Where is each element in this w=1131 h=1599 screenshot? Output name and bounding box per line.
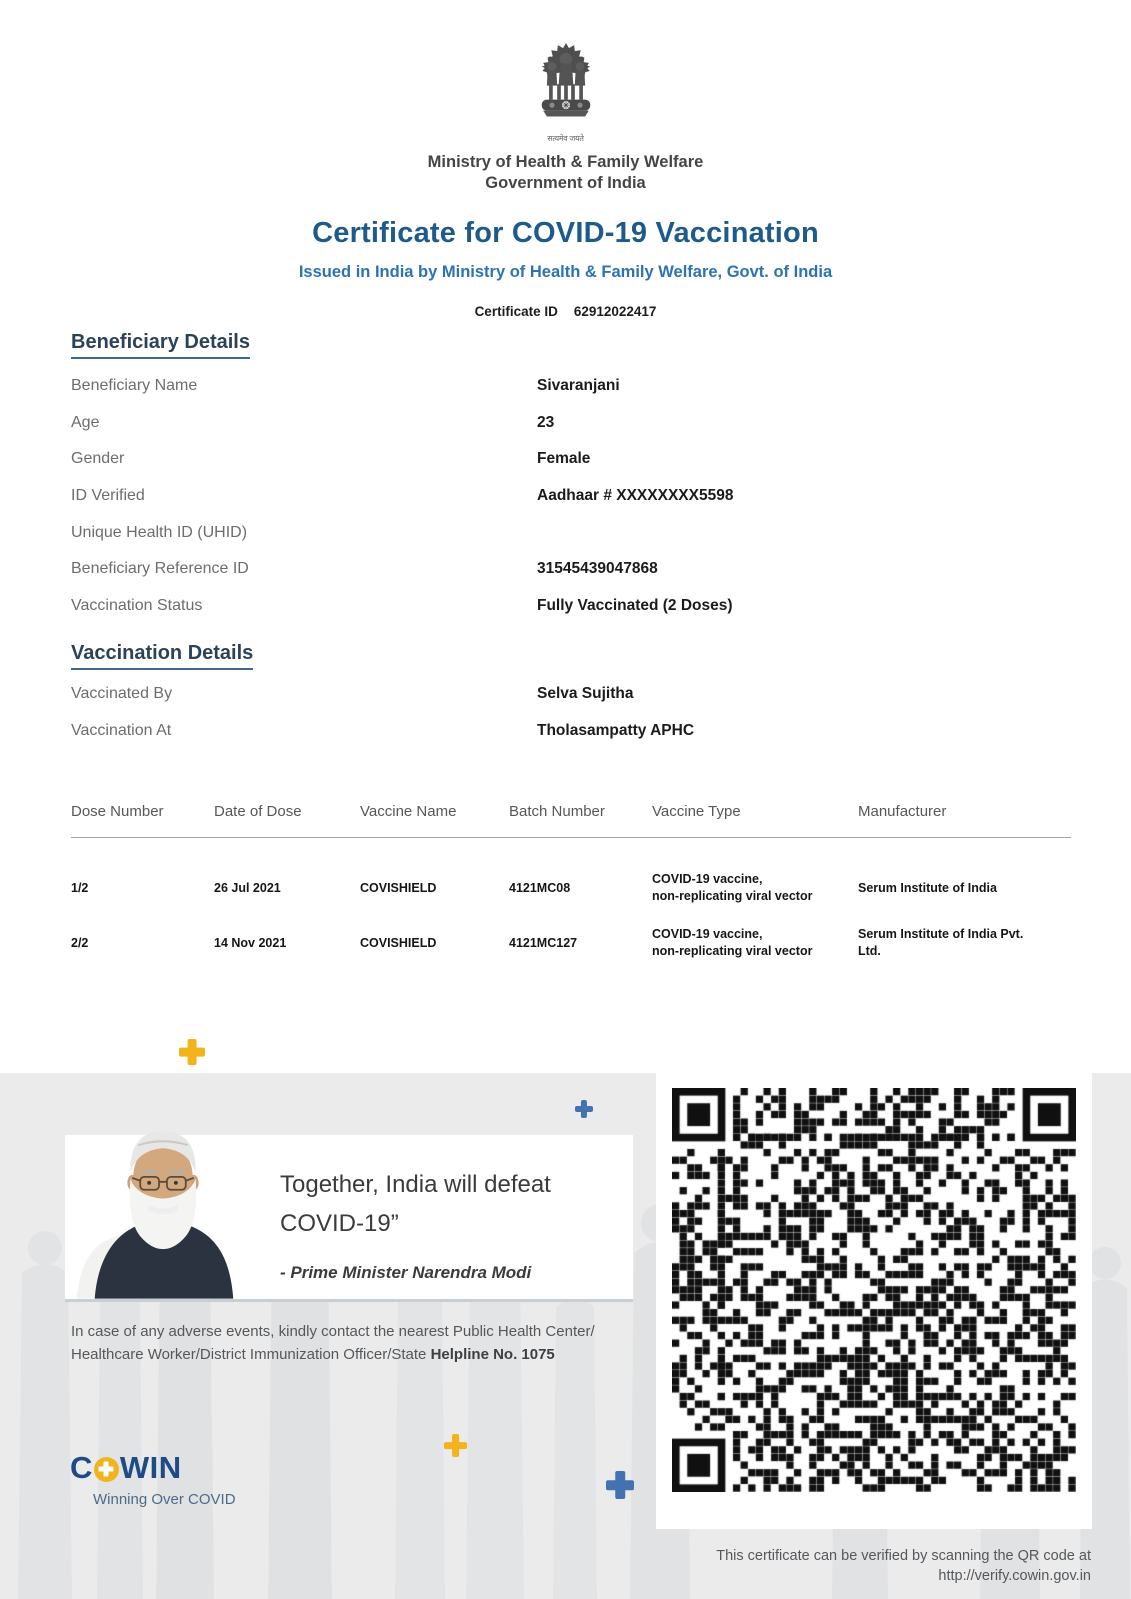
government-name: Government of India — [485, 174, 646, 192]
certificate-id-value: 62912022417 — [573, 304, 657, 319]
cowin-plus-icon — [94, 1457, 119, 1482]
certificate-id — [0, 304, 1131, 319]
field-gender: Gender Female — [71, 450, 591, 468]
cowin-logo: C WIN Winning Over COVID — [70, 1450, 236, 1508]
field-vaccinated-by: Vaccinated By Selva Sujitha — [71, 685, 634, 703]
field-vaccination-at: Vaccination At Tholasampatty APHC — [71, 721, 695, 739]
quote-line-2: COVID-19” — [280, 1210, 399, 1237]
field-age: Age 23 — [71, 413, 555, 431]
advisory-line-2: Healthcare Worker/District Immunization Officer/State Helpline No. 1075 — [71, 1346, 555, 1363]
certificate-id-label: Certificate ID — [474, 304, 558, 319]
pm-quote-banner — [65, 1135, 633, 1302]
table-row: 1/2 26 Jul 2021 COVISHIELD 4121MC08 COVID-19 vaccine, non-replicating viral vector Serum Institute of India — [71, 872, 997, 903]
plus-decoration-icon — [606, 1471, 634, 1499]
ministry-name: Ministry of Health & Family Welfare — [427, 153, 704, 171]
vaccination-details-heading: Vaccination Details — [71, 642, 253, 670]
emblem-motto: सत्यमेव जयते — [547, 134, 584, 143]
verify-line-1: This certificate can be verified by scanning the QR code at — [716, 1548, 1091, 1564]
field-reference-id: Beneficiary Reference ID 31545439047868 — [71, 560, 658, 578]
certificate-subtitle: Issued in India by Ministry of Health & Family Welfare, Govt. of India — [298, 263, 833, 281]
col-date-of-dose: Date of Dose — [214, 803, 302, 820]
plus-decoration-icon — [575, 1100, 593, 1118]
pm-photo — [69, 1125, 257, 1299]
beneficiary-details-heading: Beneficiary Details — [71, 331, 250, 359]
col-vaccine-name: Vaccine Name — [360, 803, 457, 820]
certificate-header — [0, 40, 1131, 319]
col-vaccine-type: Vaccine Type — [652, 803, 741, 820]
cowin-tagline: Winning Over COVID — [93, 1491, 236, 1508]
national-emblem-icon — [532, 40, 600, 132]
beneficiary-fields — [71, 368, 1071, 624]
table-row: 2/2 14 Nov 2021 COVISHIELD 4121MC127 COVID-19 vaccine, non-replicating viral vector Serum Institute of India Pvt. Ltd. — [71, 927, 1024, 958]
field-beneficiary-name: Beneficiary Name Sivaranjani — [71, 377, 620, 395]
dose-table — [71, 803, 1071, 960]
dose-table-header — [71, 803, 1071, 838]
quote-line-1: Together, India will defeat — [280, 1171, 551, 1198]
field-uhid: Unique Health ID (UHID) — [71, 523, 248, 541]
col-manufacturer: Manufacturer — [858, 803, 947, 820]
quote-attribution: - Prime Minister Narendra Modi — [280, 1263, 532, 1282]
field-vaccination-status: Vaccination Status Fully Vaccinated (2 Doses) — [71, 596, 733, 614]
col-batch-number: Batch Number — [509, 803, 605, 820]
field-id-verified: ID Verified Aadhaar # XXXXXXXX5598 — [71, 487, 734, 505]
certificate-title: Certificate for COVID-19 Vaccination — [312, 217, 819, 249]
verify-note — [716, 1546, 1091, 1586]
pm-quote — [280, 1165, 551, 1283]
adverse-events-advisory — [71, 1320, 595, 1366]
col-dose-number: Dose Number — [71, 803, 164, 820]
plus-decoration-icon — [179, 1039, 205, 1065]
qr-panel — [656, 1072, 1092, 1529]
qr-code — [672, 1088, 1076, 1492]
verify-url[interactable]: http://verify.cowin.gov.in — [938, 1568, 1091, 1584]
advisory-line-1: In case of any adverse events, kindly contact the nearest Public Health Center/ — [71, 1323, 595, 1340]
vaccination-fields — [71, 676, 1071, 749]
plus-decoration-icon — [444, 1434, 467, 1457]
helpline-number: Helpline No. 1075 — [430, 1346, 555, 1363]
